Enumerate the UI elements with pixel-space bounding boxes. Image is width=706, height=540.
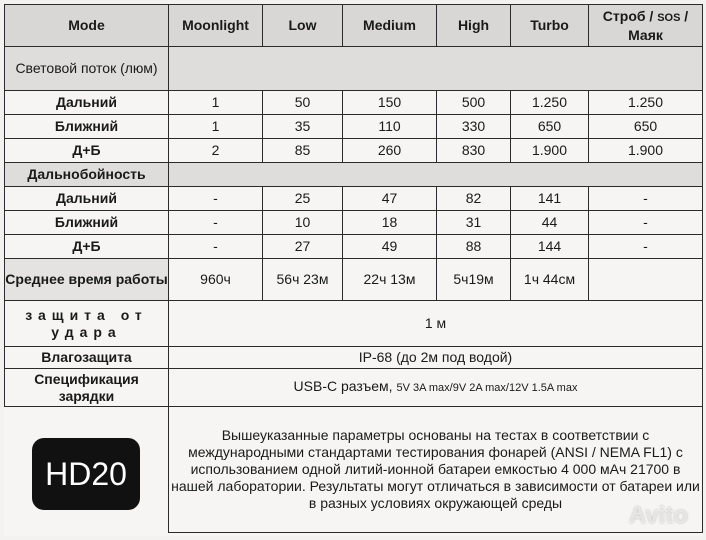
model-badge: HD20 — [32, 438, 140, 510]
impact-row — [5, 301, 703, 347]
runtime-row — [5, 259, 703, 301]
cell — [589, 259, 703, 301]
cell: - — [589, 235, 703, 259]
cell: 144 — [511, 235, 589, 259]
cell: - — [589, 187, 703, 211]
cell: 85 — [263, 139, 343, 163]
lumens-title: Световой поток (люм) — [5, 47, 169, 91]
header-row — [5, 5, 703, 47]
cell: 27 — [263, 235, 343, 259]
header-mode: Mode — [5, 5, 169, 47]
table-row — [5, 139, 703, 163]
row-label: Дальний — [5, 187, 169, 211]
range-title: Дальнобойность — [5, 163, 169, 187]
header-strobe: Строб / SOS / Маяк — [589, 5, 703, 47]
table-row — [5, 91, 703, 115]
water-label: Влагозащита — [5, 347, 169, 369]
note-text: Вышеуказанные параметры основаны на тестах в соответствии с международными стандартами тестирования фонарей (ANSI / NEMA FL1) с использованием одной литий-ионной батареи емкостью 4 000 мАч 21700 в нашей лаборатории. Результаты могут отличаться в зависимости от батареи или в разных условиях окружающей среды — [169, 407, 703, 533]
cell: 1ч 44см — [511, 259, 589, 301]
header-low: Low — [263, 5, 343, 47]
cell: 31 — [437, 211, 511, 235]
header-high: High — [437, 5, 511, 47]
row-label: Дальний — [5, 91, 169, 115]
runtime-label: Среднее время работы — [5, 259, 169, 301]
cell: 1.250 — [589, 91, 703, 115]
water-row — [5, 347, 703, 369]
impact-label: защита от удара — [5, 301, 169, 347]
cell: 1.250 — [511, 91, 589, 115]
charging-row — [5, 369, 703, 407]
header-medium: Medium — [343, 5, 437, 47]
table-row — [5, 235, 703, 259]
charging-label: Спецификация зарядки — [5, 369, 169, 407]
cell: 500 — [437, 91, 511, 115]
cell: 82 — [437, 187, 511, 211]
cell: 141 — [511, 187, 589, 211]
cell: 35 — [263, 115, 343, 139]
cell: 5ч19м — [437, 259, 511, 301]
cell: 1.900 — [511, 139, 589, 163]
cell: 1.900 — [589, 139, 703, 163]
cell: 960ч — [169, 259, 263, 301]
cell: 25 — [263, 187, 343, 211]
table-row — [5, 115, 703, 139]
row-label: Ближний — [5, 211, 169, 235]
cell: - — [169, 235, 263, 259]
cell: 830 — [437, 139, 511, 163]
cell: 650 — [589, 115, 703, 139]
cell: 18 — [343, 211, 437, 235]
row-label: Д+Б — [5, 139, 169, 163]
cell: 330 — [437, 115, 511, 139]
water-value: IP-68 (до 2м под водой) — [169, 347, 703, 369]
cell: 260 — [343, 139, 437, 163]
cell: 44 — [511, 211, 589, 235]
cell: - — [169, 187, 263, 211]
row-label: Д+Б — [5, 235, 169, 259]
cell: 49 — [343, 235, 437, 259]
cell: 88 — [437, 235, 511, 259]
cell: 1 — [169, 115, 263, 139]
table-row — [5, 187, 703, 211]
cell: 110 — [343, 115, 437, 139]
cell: 22ч 13м — [343, 259, 437, 301]
header-turbo: Turbo — [511, 5, 589, 47]
cell: 56ч 23м — [263, 259, 343, 301]
table-row — [5, 211, 703, 235]
range-title-row — [5, 163, 703, 187]
cell: 2 — [169, 139, 263, 163]
cell: - — [169, 211, 263, 235]
header-moonlight: Moonlight — [169, 5, 263, 47]
cell: - — [589, 211, 703, 235]
watermark: Avito — [628, 502, 688, 529]
row-label: Ближний — [5, 115, 169, 139]
cell: 47 — [343, 187, 437, 211]
cell: 150 — [343, 91, 437, 115]
cell: 10 — [263, 211, 343, 235]
impact-value: 1 м — [169, 301, 703, 347]
charging-value: USB-C разъем, 5V 3A max/9V 2A max/12V 1.5A max — [169, 369, 703, 407]
spec-sheet — [4, 4, 702, 536]
lumens-title-row — [5, 47, 703, 91]
cell: 650 — [511, 115, 589, 139]
cell: 1 — [169, 91, 263, 115]
cell: 50 — [263, 91, 343, 115]
